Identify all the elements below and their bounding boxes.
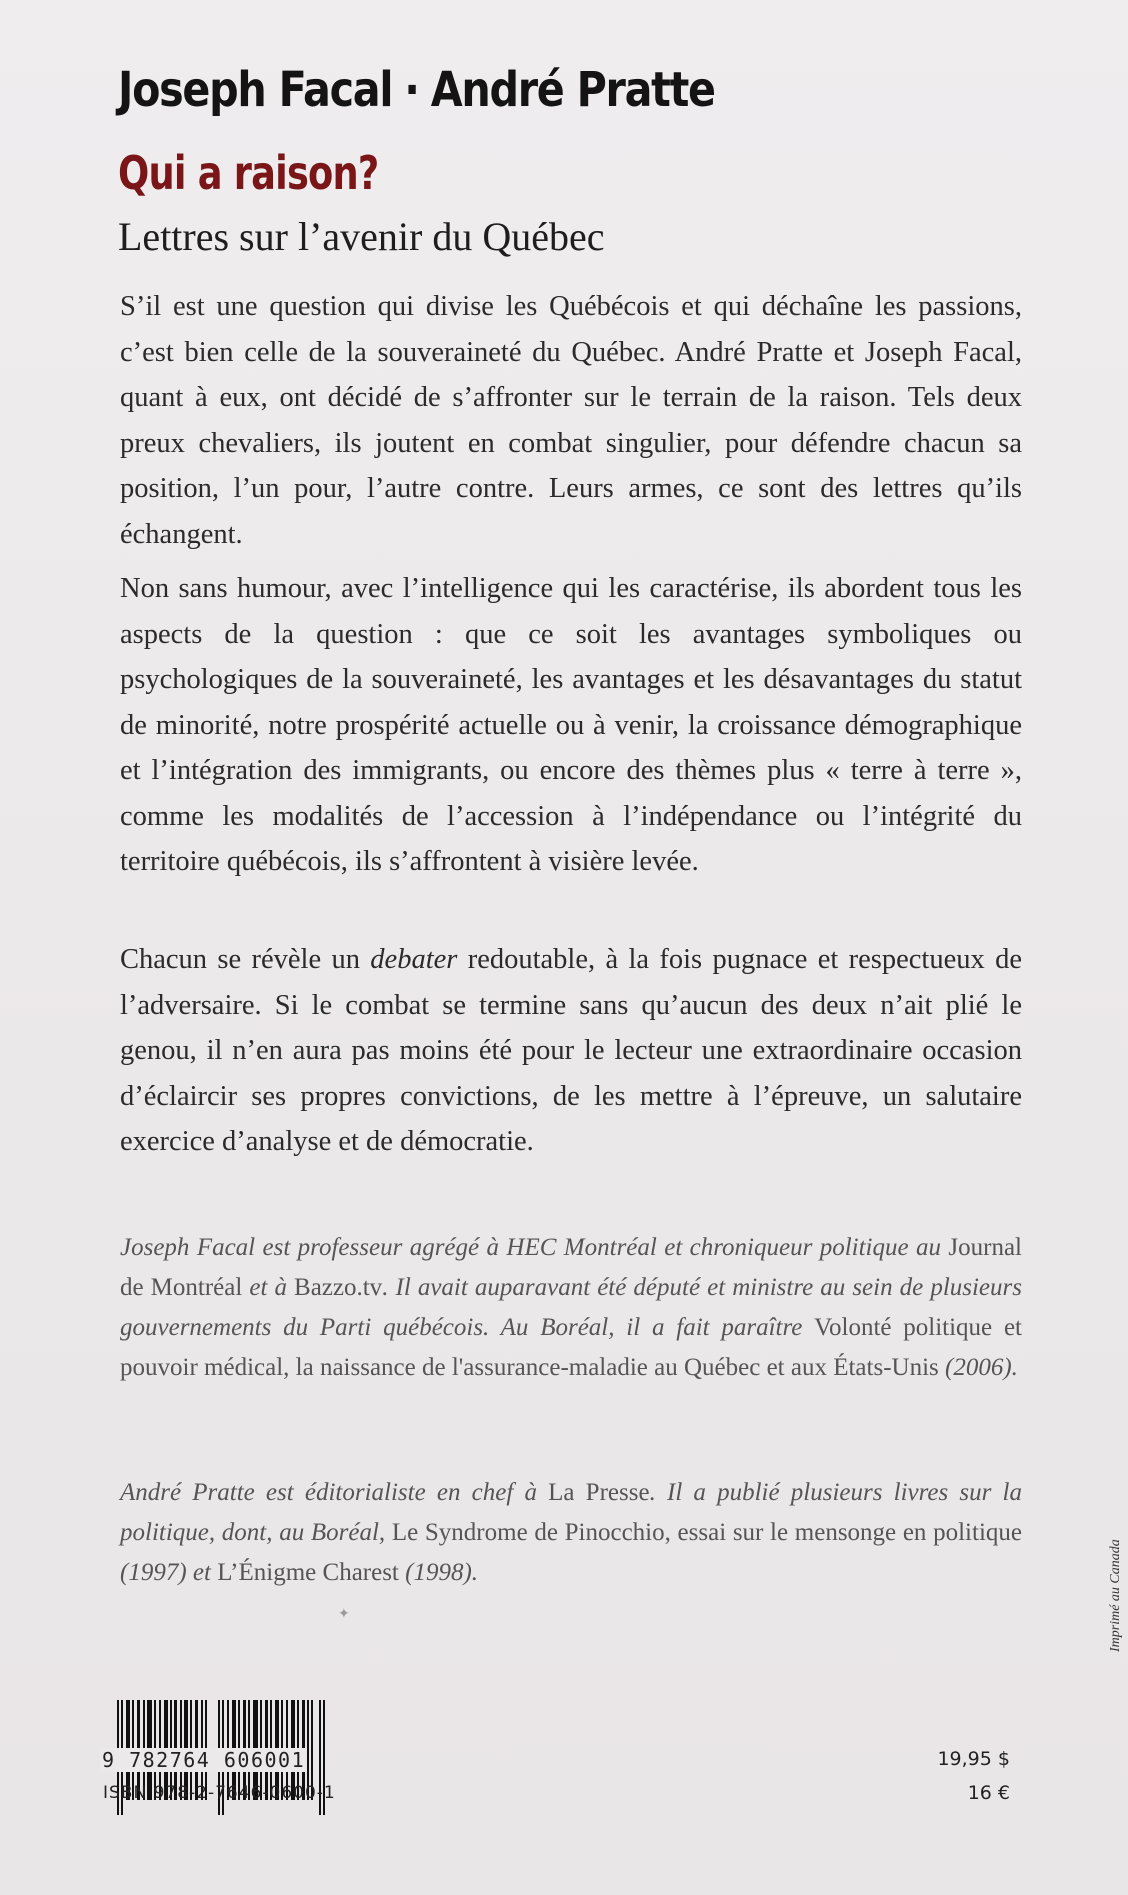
bio-pratte-presse: La Presse <box>548 1479 650 1506</box>
blurb-paragraph-1 <box>120 284 1022 569</box>
author-pratte: André Pratte <box>430 62 715 118</box>
book-title: Qui a raison? <box>118 146 379 200</box>
bio-pratte-book2: L’Énigme Charest <box>217 1559 399 1586</box>
bio-pratte-7: (1998). <box>398 1559 479 1586</box>
bio-facal-book: Volonté politique et pouvoir médical, la naissance de l'assurance-maladie au Québec et aux États-Unis <box>120 1314 1022 1381</box>
isbn: ISBN 978-2-7646-0600-1 <box>103 1783 336 1803</box>
blurb-text-1: S’il est une question qui divise les Québécois et qui déchaîne les passions, c’est bien celle de la souveraineté du Québec. André Pratte et Joseph Facal, quant à eux, ont décidé de s’affronter sur le terrain de la raison. Tels deux preux chevaliers, ils joutent en combat singulier, pour défendre chacun sa position, l’un pour, l’autre contre. Leurs armes, ce sont des lettres qu’ils échangent. <box>120 291 1022 550</box>
bio-pratte-1: André Pratte est éditorialiste en chef à <box>120 1479 549 1506</box>
bio-facal-7: (2006). <box>938 1354 1018 1381</box>
bio-facal <box>120 1228 1022 1388</box>
bio-pratte <box>120 1473 1022 1593</box>
bio-pratte-book1: Le Syndrome de Pinocchio, essai sur le mensonge en politique <box>391 1519 1022 1546</box>
bio-facal-bazzo: Bazzo.tv <box>294 1274 383 1301</box>
barcode-digits: 9 782764 606001 <box>102 1748 306 1772</box>
bio-facal-journal: Journal de Montréal <box>120 1234 1022 1301</box>
blurb-paragraph-2 <box>120 566 1022 897</box>
bio-facal-1: Joseph Facal est professeur agrégé à HEC Montréal et chroniqueur politique au <box>120 1234 949 1261</box>
price-cad: 19,95 $ <box>937 1748 1010 1770</box>
bio-pratte-3: . Il a publié plusieurs livres sur la politique, dont, au Boréal, <box>120 1479 1022 1546</box>
book-subtitle: Lettres sur l’avenir du Québec <box>118 214 605 259</box>
bio-facal-5: . Il avait auparavant été député et ministre au sein de plusieurs gouvernements du Parti québécois. Au Boréal, il a fait paraître <box>120 1274 1022 1341</box>
authors-line <box>118 62 715 118</box>
blurb-text-2: Non sans humour, avec l’intelligence qui les caractérise, ils abordent tous les aspects de la question : que ce soit les avantages symboliques ou psychologiques de la souveraineté, les avantages et les désavantages du statut de minorité, notre prospérité actuelle ou à venir, la croissance démographique et l’intégration des immigrants, ou encore des thèmes plus « terre à terre », comme les modalités de l’accession à l’indépendance ou l’intégrité du territoire québécois, ils s’affrontent à visière levée. <box>120 573 1022 877</box>
blurb-3-emphasis: debater <box>370 944 458 975</box>
printed-in-canada: Imprimé au Canada <box>1108 1539 1123 1652</box>
author-separator: · <box>404 62 419 118</box>
blurb-paragraph-3 <box>120 937 1022 1177</box>
bio-facal-3: et à <box>242 1274 295 1301</box>
author-facal: Joseph Facal <box>118 62 393 118</box>
price-eur: 16 € <box>967 1782 1010 1804</box>
blurb-3-start: Chacun se révèle un <box>120 944 371 975</box>
blurb-3-end: redoutable, à la fois pugnace et respectueux de l’adversaire. Si le combat se termine sans qu’aucun des deux n’ait plié le genou, il n’en aura pas moins été pour le lecteur une extraordinaire occasion d’éclaircir ses propres convictions, de les mettre à l’épreuve, un salutaire exercice d’analyse et de démocratie. <box>120 944 1022 1157</box>
paper-speck: ✦ <box>338 1606 350 1622</box>
bio-pratte-5: (1997) et <box>120 1559 218 1586</box>
blurb-text-3 <box>120 937 1022 1165</box>
